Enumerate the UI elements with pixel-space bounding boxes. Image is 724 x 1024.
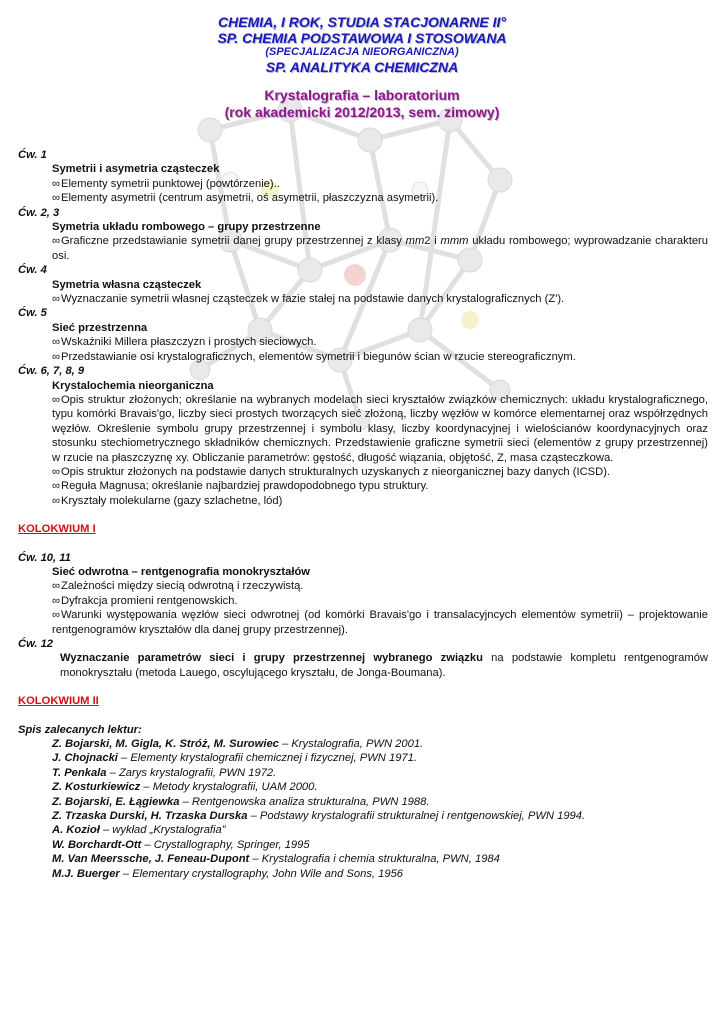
syllabus-content	[18, 148, 708, 881]
header-line-3: (SPECJALIZACJA NIEORGANICZNA)	[265, 46, 459, 58]
list-item: ∞Przedstawianie osi krystalograficznych, elementów symetrii i biegunów ścian w rzucie stereograficznym.	[52, 350, 576, 363]
course-title: Krystalografia – laboratorium	[264, 87, 460, 103]
exercise-topic: Symetria własna cząsteczek	[52, 278, 202, 291]
list-item: ∞Wskaźniki Millera płaszczyzn i prostych sieciowych.	[52, 336, 317, 349]
list-item: ∞Zależności między siecią odwrotną i rzeczywistą.	[52, 580, 304, 593]
reference-item: Z. Trzaska Durski, H. Trzaska Durska – Podstawy krystalografii strukturalnej i rentgenowskiej, PWN 1994.	[52, 810, 586, 823]
list-item: ∞Elementy asymetrii (centrum asymetrii, oś asymetrii, płaszczyzna asymetrii).	[52, 192, 439, 205]
list-item: ∞Opis struktur złożonych; określanie na wybranych modelach sieci kryształów związków chemicznych: układu krystalograficznego, typu komórki Bravais'go, liczby sieci prostych tworzących sieć złożoną, liczby węzłów w komórce elementarnej oraz współrzędnych węzłów. Określenie symbolu grupy przestrzennej i symbolu klasy, liczby koordynacyjnej i wielościanów koordynacyjnych oraz stosunku stechiometrycznego składników chemicznych. Przedstawienie graficzne symetrii sieci (elementów z grupy przestrzennej) w rzucie na płaszczyznę xy. Obliczanie parametrów: gęstość, długość wiązania, objętość, Z, masa cząsteczkowa.	[52, 393, 708, 464]
list-item: ∞Opis struktur złożonych na podstawie danych strukturalnych uzyskanych z nieorganicznej bazy danych (ICSD).	[52, 465, 611, 478]
exercise-topic: Wyznaczanie parametrów sieci i grupy przestrzennej wybranego związku na podstawie kompletu rentgenogramów monokryształu (metoda Lauego, oscylującego kryształu, de Jonga-Boumana).	[60, 652, 709, 679]
reference-item: T. Penkala – Zarys krystalografii, PWN 1972.	[52, 766, 277, 779]
exercise-topic: Symetria układu rombowego – grupy przestrzenne	[52, 221, 321, 234]
header-line-2: SP. CHEMIA PODSTAWOWA I STOSOWANA	[217, 30, 507, 46]
list-item: ∞Kryształy molekularne (gazy szlachetne, lód)	[52, 494, 283, 507]
reference-item: Z. Bojarski, M. Gigla, K. Stróż, M. Surowiec – Krystalografia, PWN 2001.	[52, 738, 424, 751]
list-item: ∞Graficzne przedstawianie symetrii danej grupy przestrzennej z klasy mm2 i mmm układu rombowego; wyprowadzanie charakteru osi.	[52, 235, 708, 262]
header-line-4: SP. ANALITYKA CHEMICZNA	[265, 59, 459, 75]
exercise-label: Ćw. 1	[18, 149, 47, 161]
reference-item: A. Kozioł – wykład „Krystalografia”	[52, 824, 226, 837]
exercise-label: Ćw. 2, 3	[18, 206, 60, 219]
kolokwium-1-heading: KOLOKWIUM I	[18, 523, 96, 536]
list-item: ∞Dyfrakcja promieni rentgenowskich.	[52, 594, 238, 607]
kolokwium-2-heading: KOLOKWIUM II	[18, 695, 99, 708]
document-header	[0, 14, 724, 121]
reference-item: J. Chojnacki – Elementy krystalografii chemicznej i fizycznej, PWN 1971.	[52, 752, 417, 765]
header-line-1: CHEMIA, I ROK, STUDIA STACJONARNE II°	[218, 14, 506, 30]
reference-item: M.J. Buerger – Elementary crystallography, John Wile and Sons, 1956	[52, 867, 404, 880]
list-item: ∞Wyznaczanie symetrii własnej cząsteczek w fazie stałej na podstawie danych krystalograficznych (Z').	[52, 293, 565, 306]
references-title: Spis zalecanych lektur:	[18, 723, 142, 736]
list-item: ∞Warunki występowania węzłów sieci odwrotnej (od komórki Bravais'go i transalacyjncych elementów symetrii) – projektowanie rentgenogramów kryształów dla danej grupy przestrzennej).	[52, 609, 708, 636]
exercise-topic: Krystalochemia nieorganiczna	[52, 379, 214, 392]
exercise-label: Ćw. 10, 11	[18, 551, 71, 564]
exercise-label: Ćw. 5	[18, 307, 47, 320]
reference-item: Z. Kosturkiewicz – Metody krystalografii, UAM 2000.	[52, 781, 318, 794]
exercise-topic: Sieć przestrzenna	[52, 321, 148, 334]
exercise-label: Ćw. 12	[18, 638, 54, 650]
exercise-label: Ćw. 6, 7, 8, 9	[18, 365, 85, 378]
exercise-topic: Symetrii i asymetria cząsteczek	[52, 163, 220, 176]
reference-item: W. Borchardt-Ott – Crystallography, Springer, 1995	[52, 838, 310, 851]
exercise-label: Ćw. 4	[18, 264, 47, 277]
exercise-topic: Sieć odwrotna – rentgenografia monokryształów	[52, 565, 310, 578]
reference-item: M. Van Meerssche, J. Feneau-Dupont – Krystalografia i chemia strukturalna, PWN, 1984	[52, 853, 500, 866]
academic-year: (rok akademicki 2012/2013, sem. zimowy)	[224, 104, 500, 120]
reference-item: Z. Bojarski, E. Łągiewka – Rentgenowska analiza strukturalna, PWN 1988.	[52, 795, 430, 808]
list-item: ∞Reguła Magnusa; określanie najbardziej prawdopodobnego typu struktury.	[52, 480, 429, 493]
list-item: ∞Elementy symetrii punktowej (powtórzenie)..	[52, 177, 280, 190]
